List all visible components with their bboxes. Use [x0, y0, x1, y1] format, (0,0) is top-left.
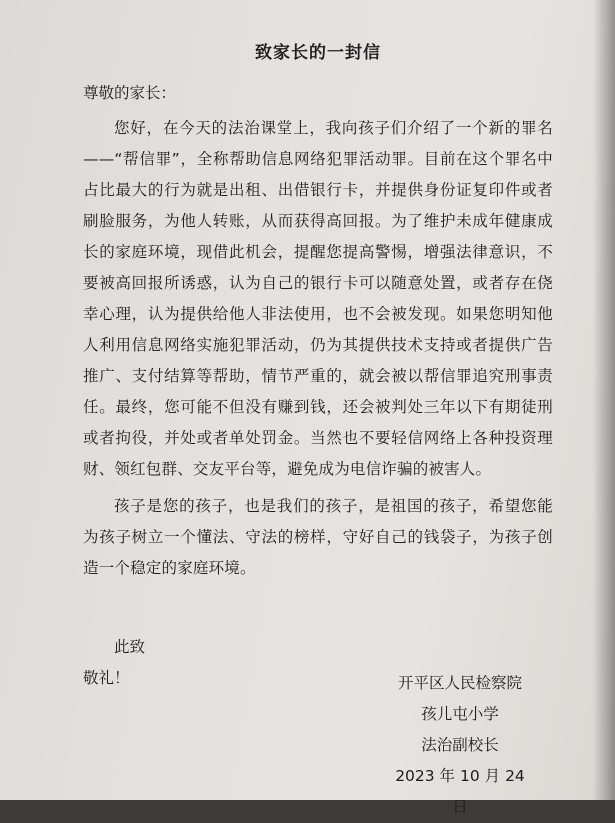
letter-title: 致家长的一封信: [255, 43, 381, 63]
closing-line-2: 敬礼！: [83, 669, 130, 687]
letter-paragraph-2: 孩子是您的孩子，也是我们的孩子，是祖国的孩子，希望您能为孩子树立一个懂法、守法的榜样，守好自己的钱袋子，为孩子创造一个稳定的家庭环境。: [83, 497, 553, 577]
signature-org-2: 孩儿屯小学: [421, 705, 499, 723]
closing-line-1: 此致: [114, 638, 146, 656]
signature-date: 2023 年 10 月 24 日: [395, 767, 525, 816]
letter-greeting: 尊敬的家长：: [83, 84, 177, 102]
letter-paragraph-1: 您好，在今天的法治课堂上，我向孩子们介绍了一个新的罪名——“帮信罪”，全称帮助信息网络犯罪活动罪。目前在这个罪名中占比最大的行为就是出租、出借银行卡，并提供身份证复印件或者刷脸服务，为他人转账，从而获得高回报。为了维护未成年健康成长的家庭环境，现借此机会，提醒您提高警惕，增强法律意识，不要被高回报所诱惑，认为自己的银行卡可以随意处置，或者存在侥幸心理，认为提供给他人非法使用，也不会被发现。如果您明知他人利用信息网络实施犯罪活动，仍为其提供技术支持或者提供广告推广、支付结算等帮助，情节严重的，就会被以帮信罪追究刑事责任。最终，您可能不但没有赚到钱，还会被判处三年以下有期徒刑或者拘役，并处或者单处罚金。当然也不要轻信网络上各种投资理财、领红包群、交友平台等，避免成为电信诈骗的被害人。: [83, 119, 553, 478]
signature-role: 法治副校长: [421, 736, 499, 754]
signature-org-1: 开平区人民检察院: [397, 674, 522, 692]
